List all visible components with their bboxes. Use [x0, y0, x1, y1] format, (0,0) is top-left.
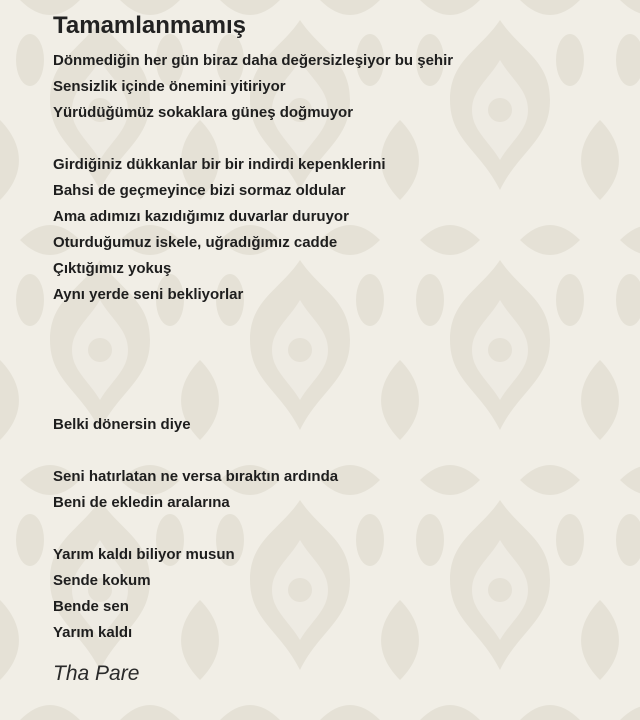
poem-author: Tha Pare	[53, 662, 140, 685]
poem-line: Girdiğiniz dükkanlar bir bir indirdi kepenklerini	[53, 156, 386, 173]
poem-line: Seni hatırlatan ne versa bıraktın ardında	[53, 468, 339, 485]
poem-line: Belki dönersin diye	[53, 416, 191, 433]
poem-line: Sende kokum	[53, 572, 151, 589]
poem-line: Sensizlik içinde önemini yitiriyor	[53, 78, 286, 95]
poem-container	[53, 10, 613, 688]
poem-line: Dönmediğin her gün biraz daha değersizleşiyor bu şehir	[53, 52, 454, 69]
stanza-break	[53, 360, 613, 386]
stanza-break	[53, 386, 613, 412]
stanza-break	[53, 334, 613, 360]
stanza-break	[53, 308, 613, 334]
poem-line: Bende sen	[53, 598, 129, 615]
poem-line: Yarım kaldı biliyor musun	[53, 546, 235, 563]
poem-body	[53, 48, 613, 646]
stanza-break	[53, 438, 613, 464]
poem-line: Ama adımızı kazıdığımız duvarlar duruyor	[53, 208, 349, 225]
poem-line: Çıktığımız yokuş	[53, 260, 172, 277]
poem-line: Yarım kaldı	[53, 624, 133, 641]
stanza-break	[53, 126, 613, 152]
poem-line: Oturduğumuz iskele, uğradığımız cadde	[53, 234, 338, 251]
poem-title: Tamamlanmamış	[53, 12, 246, 39]
poem-line: Aynı yerde seni bekliyorlar	[53, 286, 244, 303]
poem-line: Bahsi de geçmeyince bizi sormaz oldular	[53, 182, 346, 199]
poem-line: Yürüdüğümüz sokaklara güneş doğmuyor	[53, 104, 354, 121]
stanza-break	[53, 516, 613, 542]
poem-line: Beni de ekledin aralarına	[53, 494, 230, 511]
